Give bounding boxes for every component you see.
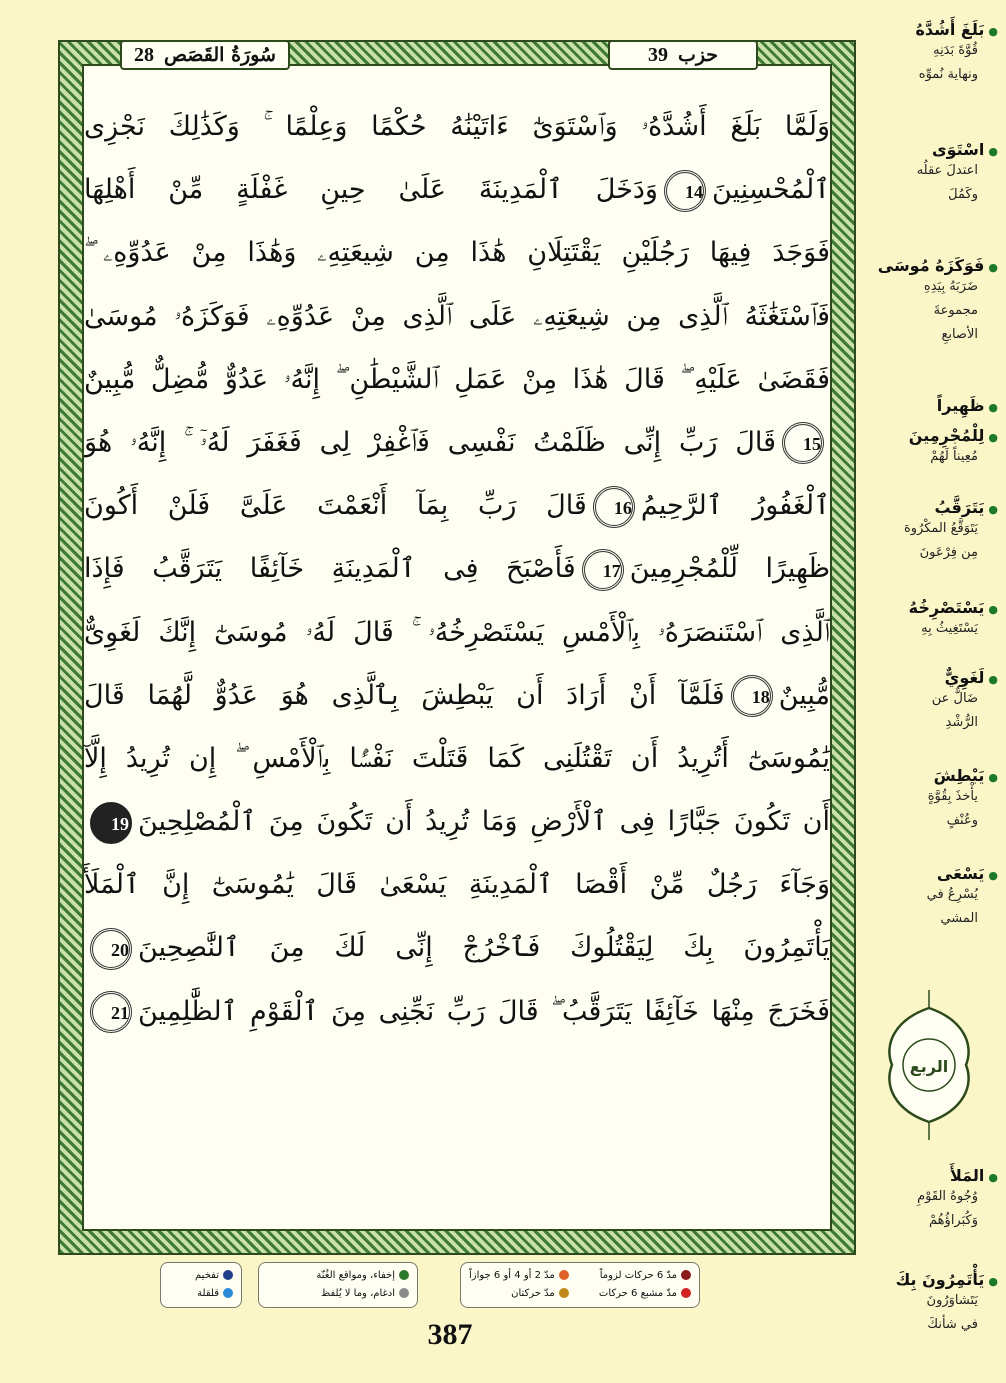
legend-text: تفخيم [195,1270,219,1281]
legend-dot-qalqala [223,1288,233,1298]
ayah-marker: 16 [593,486,635,528]
ayah-marker: 15 [782,422,824,464]
legend-text: مدّ 6 حركات لزوماً [599,1270,677,1281]
legend-dot-idgham [399,1288,409,1298]
verse-line [84,221,830,284]
glossary-term: ● فَوَكَزَهُ مُوسَى [866,256,998,275]
verse-line [84,348,830,411]
glossary-entry [866,668,998,735]
legend-dot-harakatan [559,1288,569,1298]
verse-text-run: فَقَضَىٰ عَلَيْهِ ۖ قَالَ هَٰذَا مِنْ عَمَلِ ٱلشَّيْطَٰنِ ۖ إِنَّهُۥ عَدُوٌّ مُّضِلٌّ مُّبِينٌ [84,363,830,395]
glossary-definition: مُعِيناً لَهُمْ [930,449,978,464]
surah-number: 28 [134,43,155,66]
legend-text: مدّ حركتان [511,1288,555,1299]
glossary-definition: يَتَشاوَرُونَ في شأنكَ [926,1293,978,1332]
hizb-label: حزب [677,44,719,66]
glossary-term: ● يَسْعَى [866,864,998,883]
verse-text-run: ظَهِيرًا لِّلْمُجْرِمِينَ [629,553,830,585]
glossary-definition: يَسْتَغِيثُ بِهِ [921,621,978,636]
legend-text: مدّ 2 أو 4 أو 6 جوازاً [469,1270,555,1281]
verse-text-run: ٱلْغَفُورُ ٱلرَّحِيمُ [640,490,830,522]
verse-line [84,853,830,916]
verse-text-run: قَالَ رَبِّ إِنِّى ظَلَمْتُ نَفْسِى فَٱغْفِرْ لِى فَغَفَرَ لَهُۥٓ ۚ إِنَّهُۥ هُوَ [84,426,776,458]
verse-line [84,664,830,727]
verse-text-run: مُّبِينٌ [778,679,830,711]
legend-ghunna [258,1262,418,1308]
verse-line [84,980,830,1043]
glossary-entry [866,140,998,207]
ayah-marker: 17 [582,549,624,591]
glossary-definition: يُسْرِعُ في المشي [926,887,978,926]
verse-text-run: فَخَرَجَ مِنْهَا خَآئِفًا يَتَرَقَّبُ ۖ قَالَ رَبِّ نَجِّنِى مِنَ ٱلْقَوْمِ ٱلظَّٰلِمِينَ [138,995,830,1027]
legend-madd [460,1262,700,1308]
verse-line [84,916,830,979]
verse-text-run: فَأَصْبَحَ فِى ٱلْمَدِينَةِ خَآئِفًا يَتَرَقَّبُ فَإِذَا [84,553,576,585]
glossary-entry [866,766,998,833]
glossary-entry [866,256,998,347]
glossary-term: ● لِلْمُجْرِمِينَ [866,426,998,445]
verse-text-run: فَٱسْتَغَٰثَهُ ٱلَّذِى مِن شِيعَتِهِۦ عَلَى ٱلَّذِى مِنْ عَدُوِّهِۦ فَوَكَزَهُۥ مُوسَىٰ [84,300,830,332]
verse-line [84,285,830,348]
glossary-term: ● يَسْتَصْرِخُهُ [866,598,998,617]
hizb-quarter-medallion [874,990,984,1140]
verse-text-run: قَالَ رَبِّ بِمَآ أَنْعَمْتَ عَلَىَّ فَلَنْ أَكُونَ [84,490,587,522]
verse-text-run: وَلَمَّا بَلَغَ أَشُدَّهُۥ وَٱسْتَوَىٰٓ ءَاتَيْنَٰهُ حُكْمًا وَعِلْمًا ۚ وَكَذَٰلِكَ نَجْزِى [84,111,830,142]
verse-text-run: وَدَخَلَ ٱلْمَدِينَةَ عَلَىٰ حِينِ غَفْلَةٍ مِّنْ أَهْلِهَا [84,174,658,206]
glossary-entry [866,396,998,415]
glossary-term: ● بَلَغَ أَشُدَّهُ [866,20,998,39]
legend-tafkhim [160,1262,242,1308]
glossary-entry [866,864,998,931]
page-number: 387 [427,1318,473,1351]
surah-header [120,40,290,70]
legend-dot-lazim [681,1270,691,1280]
legend-text: مدّ مشبع 6 حركات [598,1288,677,1299]
verse-line [84,790,830,853]
verse-line [84,95,830,158]
glossary-entry [866,598,998,641]
hizb-number: 39 [647,43,668,66]
glossary-term: ● يَأْتَمِرُونَ بِكَ [866,1270,998,1289]
glossary-definition: ضَالٌّ عن الرُّشْدِ [931,691,978,730]
verse-text [84,95,830,1235]
legend-text: إخفاء، ومواقع الغُنّة [316,1270,395,1281]
glossary-term: ● يَتَرَقَّبُ [866,498,998,517]
verse-line [84,474,830,537]
verse-text-run: وَجَآءَ رَجُلٌ مِّنْ أَقْصَا ٱلْمَدِينَةِ يَسْعَىٰ قَالَ يَٰمُوسَىٰٓ إِنَّ ٱلْمَلَأَ [84,869,830,901]
ayah-marker: 21 [90,991,132,1033]
glossary-entry [866,498,998,565]
glossary-entry [866,1270,998,1337]
legend-text: ادغام، وما لا يُلفظ [320,1288,395,1299]
glossary-definition: وُجُوهُ القَوْمِ وَكُبَراؤُهُمْ [917,1189,978,1228]
medallion-text: الربع [909,1057,949,1076]
ayah-marker: 14 [664,170,706,212]
verse-line [84,537,830,600]
glossary-definition: قُوَّةَ بَدَنِهِ ونهاية نُموِّه [918,43,978,82]
legend-dot-ikhfa [399,1270,409,1280]
verse-line [84,727,830,790]
verse-line [84,601,830,664]
ayah-marker: 20 [90,928,132,970]
glossary-entry [866,20,998,87]
verse-text-run: ٱلَّذِى ٱسْتَنصَرَهُۥ بِٱلْأَمْسِ يَسْتَصْرِخُهُۥ ۚ قَالَ لَهُۥ مُوسَىٰٓ إِنَّكَ لَغَوِىٌّ [84,616,830,648]
legend-dot-tafkhim [223,1270,233,1280]
glossary-term: ● المَلأَ [866,1166,998,1185]
hizb-header [608,40,758,70]
glossary-definition: اعتدلَ عقلُه وكَمُلَ [916,163,978,202]
verse-line [84,411,830,474]
legend-dot-jawaz [559,1270,569,1280]
verse-text-run: فَوَجَدَ فِيهَا رَجُلَيْنِ يَقْتَتِلَانِ هَٰذَا مِن شِيعَتِهِۦ وَهَٰذَا مِنْ عَدُوِّهِۦ ۖ [84,237,830,269]
verse-text-run: يَأْتَمِرُونَ بِكَ لِيَقْتُلُوكَ فَٱخْرُجْ إِنِّى لَكَ مِنَ ٱلنَّٰصِحِينَ [138,932,830,964]
ayah-marker: 19 [90,802,132,844]
verse-line [84,158,830,221]
verse-text-run: فَلَمَّآ أَنْ أَرَادَ أَن يَبْطِشَ بِٱلَّذِى هُوَ عَدُوٌّ لَّهُمَا قَالَ [84,679,725,711]
surah-name: سُورَةُ القَصَص [164,44,276,66]
glossary-sidebar [866,8,1002,1378]
glossary-definition: ضَرَبَهُ بِيَدِهِ مجموعةَ الأصابعِ [923,279,978,342]
ayah-marker: 18 [731,675,773,717]
glossary-entry [866,426,998,469]
verse-text-run: أَن تَكُونَ جَبَّارًا فِى ٱلْأَرْضِ وَمَا تُرِيدُ أَن تَكُونَ مِنَ ٱلْمُصْلِحِينَ [138,806,830,838]
glossary-definition: يأْخذَ بِقُوَّةٍ وعُنْفٍ [927,789,978,828]
glossary-term: ● اسْتَوَى [866,140,998,159]
glossary-entry [866,1166,998,1233]
glossary-term: ● يَبْطِشَ [866,766,998,785]
glossary-term: ● ظَهِيراً [866,396,998,415]
legend-text: قلقلة [197,1288,219,1299]
legend-dot-mushba [681,1288,691,1298]
verse-text-run: ٱلْمُحْسِنِينَ [711,174,830,206]
glossary-term: ● لَغَوِيٌّ [866,668,998,687]
verse-text-run: يَٰمُوسَىٰٓ أَتُرِيدُ أَن تَقْتُلَنِى كَمَا قَتَلْتَ نَفْسًۢا بِٱلْأَمْسِ ۖ إِن تُرِيدُ إِلَّآ [84,742,830,774]
glossary-definition: يَتَوَقَّعُ المكْرُوهَ مِن فِرْعَونَ [903,521,978,560]
